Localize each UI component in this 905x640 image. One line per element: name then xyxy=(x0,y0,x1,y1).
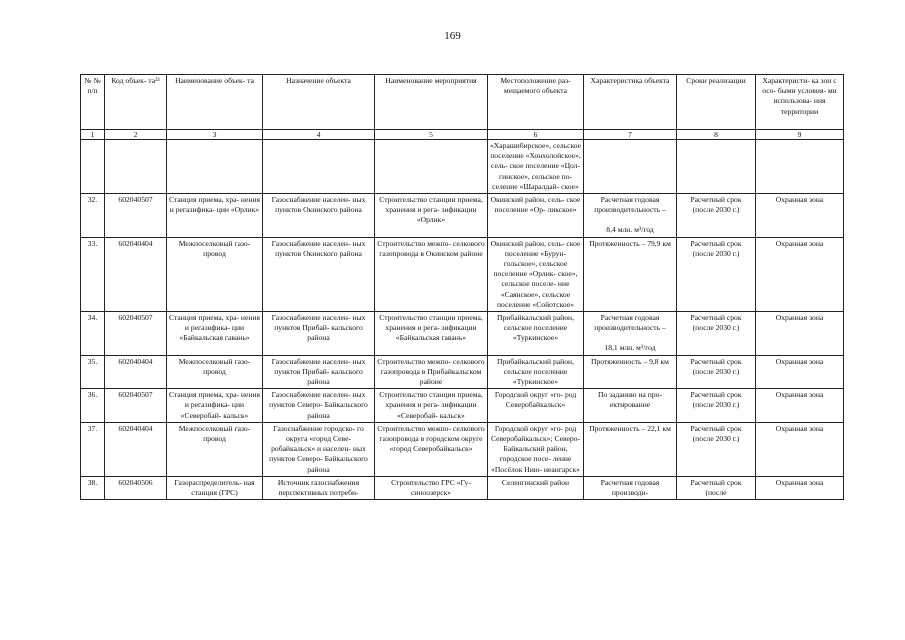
row-number-cell: 35. xyxy=(81,355,105,389)
row-number-cell: 34. xyxy=(81,312,105,356)
header-cell: Характеристи- ка зон с осо- быми условия- ми использова- ния территории xyxy=(756,75,844,130)
column-number: 5 xyxy=(375,130,488,140)
table-cell xyxy=(81,140,105,194)
header-cell: Наименование объек- та xyxy=(167,75,263,130)
object-name-cell: Станция приема, хра- нения и регазифика- ции «Орлик» xyxy=(167,194,263,238)
characteristic-text: Протяженность – 22,1 км xyxy=(589,423,671,433)
row-number-cell: 33. xyxy=(81,237,105,311)
zone-cell: Охранная зона xyxy=(756,476,844,499)
object-name-cell: Межпоселковый газо- провод xyxy=(167,237,263,311)
table-cell xyxy=(584,140,677,194)
characteristic-cell xyxy=(584,194,677,238)
characteristic-text: Расчетная годовая производительность – xyxy=(594,313,666,333)
row-number-cell: 32. xyxy=(81,194,105,238)
characteristic-text: Протяженность – 79,9 км xyxy=(589,238,671,248)
action-cell: Строительство ГРС «Гу- синоозерск» xyxy=(375,476,488,499)
table-row xyxy=(81,194,844,238)
column-number: 7 xyxy=(584,130,677,140)
continuation-row xyxy=(81,140,844,194)
object-name-cell: Межпоселковый газо- провод xyxy=(167,355,263,389)
characteristic-value: 18,1 млн. м³/год xyxy=(604,343,656,353)
purpose-cell: Газоснабжение населен- ных пунктов Прибай- кальского района xyxy=(263,312,375,356)
characteristic-cell xyxy=(584,422,677,476)
term-cell: Расчетный срок (после 2030 г.) xyxy=(677,312,756,356)
header-cell: Назначение объекта xyxy=(263,75,375,130)
term-cell: Расчетный срок (после 2030 г.) xyxy=(677,355,756,389)
purpose-cell: Газоснабжение населен- ных пунктов Окинского района xyxy=(263,237,375,311)
table-row xyxy=(81,389,844,423)
zone-cell: Охранная зона xyxy=(756,237,844,311)
action-cell: Строительство станции приема, хранения и рега- зификации «Байкальская гавань» xyxy=(375,312,488,356)
row-number-cell: 38. xyxy=(81,476,105,499)
objects-table xyxy=(80,74,844,500)
object-name-cell: Газораспределитель- ная станция (ГРС) xyxy=(167,476,263,499)
characteristic-cell xyxy=(584,476,677,499)
header-row xyxy=(81,75,844,130)
header-cell: № № п/п xyxy=(81,75,105,130)
characteristic-cell xyxy=(584,355,677,389)
zone-cell: Охранная зона xyxy=(756,355,844,389)
purpose-cell: Газоснабжение населен- ных пунктов Окинского района xyxy=(263,194,375,238)
characteristic-cell xyxy=(584,389,677,423)
location-cell: Прибайкальский район, сельское поселение «Туркинское» xyxy=(488,312,584,356)
location-cell: Городской округ «го- род Северобайкальск» xyxy=(488,389,584,423)
object-name-cell: Станция приема, хра- нения и регазифика- ции «Северобай- кальск» xyxy=(167,389,263,423)
row-number-cell: 36. xyxy=(81,389,105,423)
column-number-row xyxy=(81,130,844,140)
term-cell: Расчетный срок (после xyxy=(677,476,756,499)
characteristic-text: По заданию на про- ектирование xyxy=(597,390,662,410)
characteristic-value: 8,4 млн. м³/год xyxy=(606,225,654,235)
action-cell: Строительство станции приема, хранения и рега- зификации «Орлик» xyxy=(375,194,488,238)
term-cell: Расчетный срок (после 2030 г.) xyxy=(677,389,756,423)
term-cell: Расчетный срок (после 2030 г.) xyxy=(677,422,756,476)
column-number: 3 xyxy=(167,130,263,140)
column-number: 1 xyxy=(81,130,105,140)
header-cell: Характеристика объекта xyxy=(584,75,677,130)
table-row xyxy=(81,422,844,476)
location-cell: «Харашибирское», сельское поселение «Хонхолойское», сель- ское поселение «Цол- гинское», сельское по- селение «Шаралдай- ское» xyxy=(488,140,584,194)
term-cell: Расчетный срок (после 2030 г.) xyxy=(677,194,756,238)
purpose-cell: Газоснабжение городско- го округа «город Севе- робайкальск» и населен- ных пунктов Северо- Байкальского района xyxy=(263,422,375,476)
header-cell: Наименование мероприятия xyxy=(375,75,488,130)
column-number: 8 xyxy=(677,130,756,140)
purpose-cell: Источник газоснабжения перспективных потреби- xyxy=(263,476,375,499)
column-number: 2 xyxy=(105,130,167,140)
code-cell: 602040404 xyxy=(105,355,167,389)
code-cell: 602040507 xyxy=(105,389,167,423)
table-cell xyxy=(167,140,263,194)
code-cell: 602040404 xyxy=(105,422,167,476)
purpose-cell: Газоснабжение населен- ных пунктов Северо- Байкальского района xyxy=(263,389,375,423)
row-number-cell: 37. xyxy=(81,422,105,476)
table-row xyxy=(81,476,844,499)
location-cell: Городской округ «го- род Северобайкальск»; Северо-Байкальский район, городское посе- ление «Посёлок Нию- неангарск» xyxy=(488,422,584,476)
table-cell xyxy=(105,140,167,194)
column-number: 4 xyxy=(263,130,375,140)
characteristic-cell xyxy=(584,237,677,311)
action-cell: Строительство межпо- селкового газопровода в Прибайкальском районе xyxy=(375,355,488,389)
characteristic-text: Протяженность – 9,8 км xyxy=(591,356,669,366)
characteristic-text: Расчетная годовая производительность – xyxy=(594,195,666,215)
header-cell: Код объек- та²³ xyxy=(105,75,167,130)
table-cell xyxy=(677,140,756,194)
action-cell: Строительство станции приема, хранения и рега- зификации «Северобай- кальск» xyxy=(375,389,488,423)
location-cell: Прибайкальский район, сельское поселение «Туркинское» xyxy=(488,355,584,389)
code-cell: 602040507 xyxy=(105,194,167,238)
table-row xyxy=(81,355,844,389)
header-cell: Сроки реализации xyxy=(677,75,756,130)
page-number: 169 xyxy=(444,30,461,42)
object-name-cell: Межпоселковый газо- провод xyxy=(167,422,263,476)
location-cell: Селенгинский район xyxy=(488,476,584,499)
code-cell: 602040507 xyxy=(105,312,167,356)
zone-cell: Охранная зона xyxy=(756,422,844,476)
object-name-cell: Станция приема, хра- нения и регазифика- ции «Байкальская гавань» xyxy=(167,312,263,356)
table-cell xyxy=(263,140,375,194)
table-cell xyxy=(756,140,844,194)
term-cell: Расчетный срок (после 2030 г.) xyxy=(677,237,756,311)
action-cell: Строительство межпо- селкового газопровода в Окинском районе xyxy=(375,237,488,311)
purpose-cell: Газоснабжение населен- ных пунктов Прибай- кальского района xyxy=(263,355,375,389)
table-row xyxy=(81,312,844,356)
zone-cell: Охранная зона xyxy=(756,194,844,238)
column-number: 6 xyxy=(488,130,584,140)
column-number: 9 xyxy=(756,130,844,140)
table-row xyxy=(81,237,844,311)
characteristic-cell xyxy=(584,312,677,356)
location-cell: Окинский район, сель- ское поселение «Ор- ликское» xyxy=(488,194,584,238)
location-cell: Окинский район, сель- ское поселение «Бурун- гольское», сельское поселение «Орлик- ское», сельское поселе- ние «Саянское», сельское поселение «Сойотское» xyxy=(488,237,584,311)
action-cell: Строительство межпо- селкового газопровода в городском округе «город Северобайкальск» xyxy=(375,422,488,476)
zone-cell: Охранная зона xyxy=(756,389,844,423)
table-cell xyxy=(375,140,488,194)
code-cell: 602040506 xyxy=(105,476,167,499)
code-cell: 602040404 xyxy=(105,237,167,311)
header-cell: Местоположение раз- мещаемого объекта xyxy=(488,75,584,130)
characteristic-text: Расчетная годовая производи- xyxy=(600,477,660,498)
zone-cell: Охранная зона xyxy=(756,312,844,356)
